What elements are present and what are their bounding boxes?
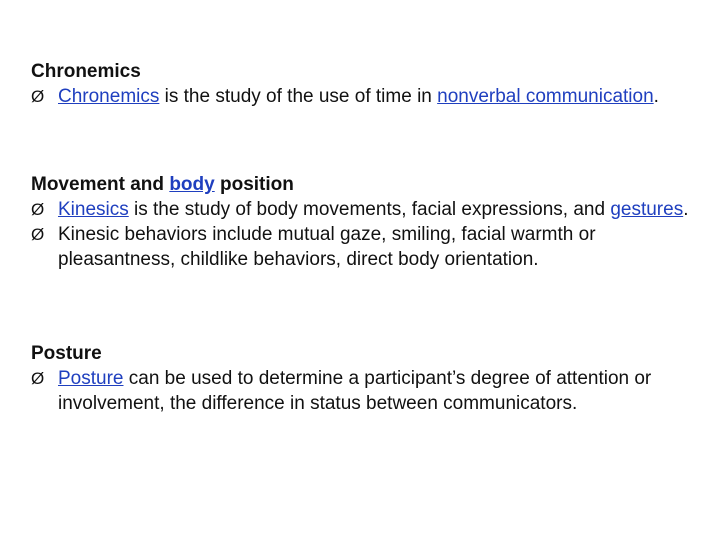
arrow-bullet-icon: Ø xyxy=(31,369,45,388)
section-posture xyxy=(31,341,691,416)
heading-text: Chronemics xyxy=(31,61,141,82)
bullet-text: is the study of body movements, facial expressions, and xyxy=(128,199,611,220)
link-body[interactable]: body xyxy=(169,174,215,195)
bullet-item xyxy=(31,197,691,222)
bullet-text: . xyxy=(653,86,659,107)
section-movement xyxy=(31,172,691,272)
bullet-item xyxy=(31,222,691,272)
heading-text: Posture xyxy=(31,343,102,364)
bullet-text: is the study of the use of time in xyxy=(159,86,438,107)
section-heading xyxy=(31,59,691,84)
link-posture[interactable]: Posture xyxy=(58,368,124,389)
arrow-bullet-icon: Ø xyxy=(31,87,45,106)
bullet-text: Kinesic behaviors include mutual gaze, smiling, facial warmth or pleasantness, childlike behaviors, direct body orientation. xyxy=(58,224,596,270)
bullet-item xyxy=(31,366,691,416)
link-nonverbal-communication[interactable]: nonverbal communication xyxy=(437,86,654,107)
section-heading xyxy=(31,172,691,197)
heading-text: Movement and xyxy=(31,174,170,195)
link-kinesics[interactable]: Kinesics xyxy=(58,199,129,220)
link-chronemics[interactable]: Chronemics xyxy=(58,86,160,107)
section-chronemics xyxy=(31,59,691,109)
bullet-item xyxy=(31,84,691,109)
link-gestures[interactable]: gestures xyxy=(610,199,684,220)
bullet-text: can be used to determine a participant’s degree of attention or involvement, the difference in status between communicators. xyxy=(58,368,652,414)
heading-text: position xyxy=(214,174,294,195)
arrow-bullet-icon: Ø xyxy=(31,200,45,219)
section-heading xyxy=(31,341,691,366)
arrow-bullet-icon: Ø xyxy=(31,225,45,244)
bullet-text: . xyxy=(683,199,689,220)
